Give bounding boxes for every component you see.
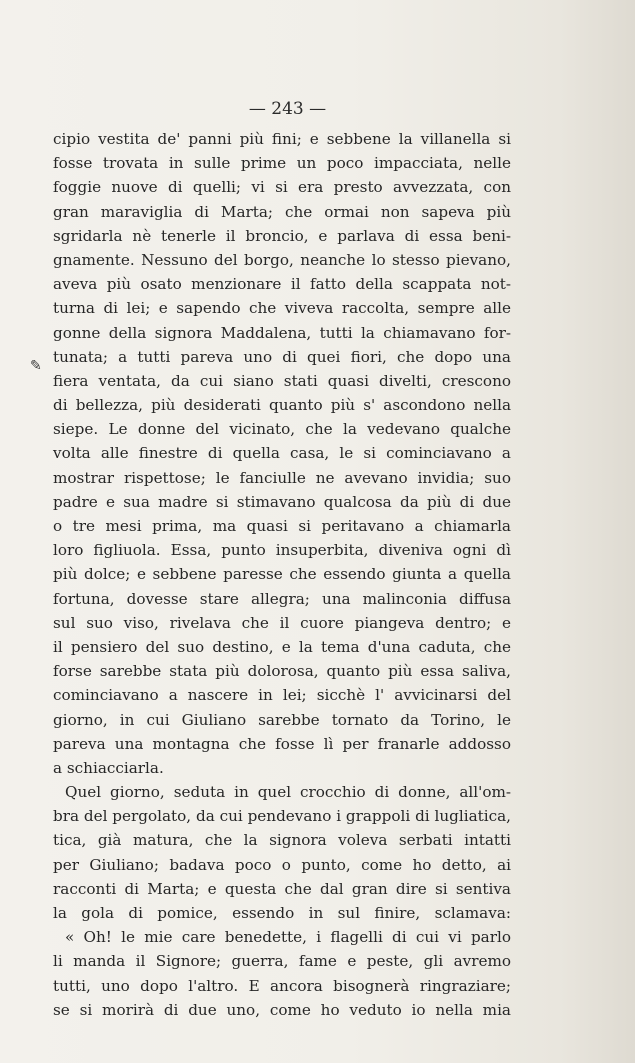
text-line: cipio vestita de' panni più fini; e sebbene la villanella si: [53, 130, 511, 148]
text-line: mostrar rispettose; le fanciulle ne avevano invidia; suo: [53, 468, 511, 487]
text-line: più dolce; e sebbene paresse che essendo giunta a quella: [53, 565, 511, 584]
text-line: fosse trovata in sulle prime un poco impacciata, nelle: [53, 154, 511, 173]
text-line: siepe. Le donne del vicinato, che la vedevano qualche: [53, 420, 511, 439]
text-line: « Oh! le mie care benedette, i flagelli di cui vi parlo: [65, 928, 511, 947]
text-line: pareva una montagna che fosse lì per franarle addosso: [53, 734, 511, 753]
text-line: il pensiero del suo destino, e la tema d'una caduta, che: [53, 637, 511, 656]
text-line: foggie nuove di quelli; vi si era presto avvezzata, con: [53, 178, 511, 197]
text-line: li manda il Signore; guerra, fame e peste, gli avremo: [53, 952, 511, 971]
text-line: turna di lei; e sapendo che viveva raccolta, sempre alle: [53, 299, 511, 318]
text-line: Quel giorno, seduta in quel crocchio di donne, all'om-: [65, 783, 511, 802]
page-number: — 243 —: [248, 99, 327, 119]
text-line: di bellezza, più desiderati quanto più s' ascondono nella: [53, 396, 511, 415]
text-line: tutti, uno dopo l'altro. E ancora bisognerà ringraziare;: [53, 976, 511, 995]
margin-ink-mark-icon: ✎: [30, 358, 42, 374]
text-line: racconti di Marta; e questa che dal gran dire si sentiva: [53, 879, 511, 898]
text-line: sul suo viso, rivelava che il cuore piangeva dentro; e: [53, 613, 511, 632]
text-line: padre e sua madre si stimavano qualcosa da più di due: [53, 492, 511, 511]
text-line: gran maraviglia di Marta; che ormai non sapeva più: [53, 202, 511, 221]
text-line: per Giuliano; badava poco o punto, come ho detto, ai: [53, 855, 511, 874]
text-line: giorno, in cui Giuliano sarebbe tornato da Torino, le: [53, 710, 511, 729]
text-line: gonne della signora Maddalena, tutti la chiamavano for-: [53, 323, 511, 342]
text-line: bra del pergolato, da cui pendevano i grappoli di lugliatica,: [53, 807, 511, 826]
text-line: forse sarebbe stata più dolorosa, quanto più essa saliva,: [53, 662, 511, 681]
text-line: a schiacciarla.: [53, 758, 164, 777]
text-line: volta alle finestre di quella casa, le si cominciavano a: [53, 444, 511, 463]
body-text: [53, 127, 511, 1022]
text-line: gnamente. Nessuno del borgo, neanche lo stesso pievano,: [53, 250, 511, 269]
text-line: tica, già matura, che la signora voleva serbati intatti: [53, 831, 511, 850]
text-line: cominciavano a nascere in lei; sicchè l' avvicinarsi del: [53, 686, 511, 705]
text-line: la gola di pomice, essendo in sul finire, sclamava:: [53, 904, 511, 922]
text-line: sgridarla nè tenerle il broncio, e parlava di essa beni-: [53, 226, 511, 245]
text-line: tunata; a tutti pareva uno di quei fiori, che dopo una: [53, 347, 511, 366]
text-line: loro figliuola. Essa, punto insuperbita, diveniva ogni dì: [53, 541, 511, 560]
text-line: fiera ventata, da cui siano stati quasi divelti, crescono: [53, 371, 511, 390]
text-line: aveva più osato menzionare il fatto della scappata not-: [53, 275, 511, 294]
text-line: fortuna, dovesse stare allegra; una malinconia diffusa: [53, 589, 511, 608]
text-line: o tre mesi prima, ma quasi si peritavano a chiamarla: [53, 517, 511, 535]
text-line: se si morirà di due uno, come ho veduto io nella mia: [53, 1000, 511, 1019]
